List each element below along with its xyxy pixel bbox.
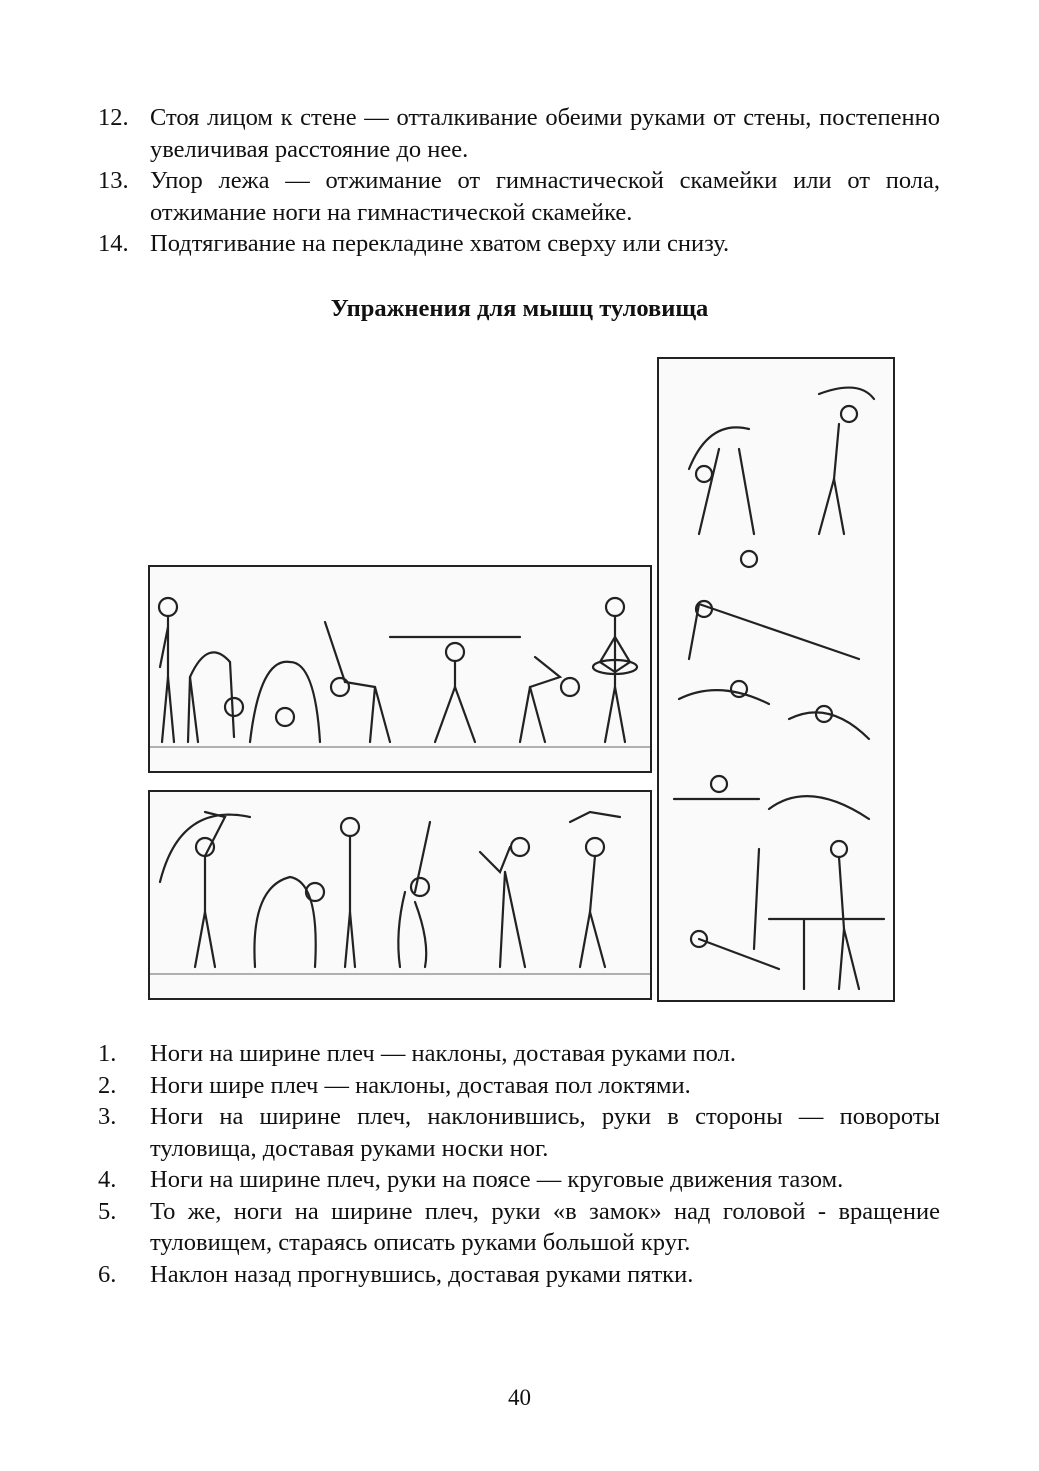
exercise-list-bottom: [98, 1038, 940, 1290]
page-number: 40: [508, 1385, 531, 1410]
illustration-panel-b: [148, 790, 652, 1000]
illustration-panel-a: [148, 565, 652, 773]
item-number: 5.: [98, 1197, 117, 1225]
item-number: 14.: [98, 230, 129, 257]
illustration-panel-c: [657, 357, 895, 1002]
item-number: 13.: [98, 167, 129, 194]
exercise-illustration-c: [659, 359, 893, 1000]
item-text: То же, ноги на ширине плеч, руки «в замок» над головой - вращение туловищем, стараясь описать руками большой круг.: [150, 1197, 940, 1256]
figure-head: [159, 598, 177, 616]
item-text: Упор лежа — отжимание от гимнастической скамейки или от пола, отжимание ноги на гимнастической скамейке.: [150, 167, 940, 226]
item-text: Наклон назад прогнувшись, доставая руками пятки.: [150, 1260, 694, 1288]
list-item: [98, 1164, 940, 1196]
item-text: Подтягивание на перекладине хватом сверху или снизу.: [150, 230, 730, 257]
list-item: [98, 165, 940, 228]
list-item: [98, 1196, 940, 1259]
exercise-illustration-b: [150, 792, 650, 998]
item-text: Ноги на ширине плеч, наклонившись, руки в стороны — повороты туловища, доставая руками носки ног.: [150, 1103, 940, 1162]
item-number: 1.: [98, 1040, 117, 1067]
item-number: 4.: [98, 1166, 117, 1193]
list-item: [98, 102, 940, 165]
item-text: Стоя лицом к стене — отталкивание обеими руками от стены, постепенно увеличивая расстояние до нее.: [150, 104, 940, 163]
item-number: 6.: [98, 1260, 117, 1288]
list-item: [98, 1101, 940, 1164]
exercise-illustration-a: [150, 567, 650, 771]
item-number: 12.: [98, 104, 129, 131]
item-text: Ноги на ширине плеч, руки на поясе — круговые движения тазом.: [150, 1166, 844, 1193]
list-item: [98, 1259, 940, 1291]
list-item: [98, 228, 940, 260]
item-text: Ноги на ширине плеч — наклоны, доставая руками пол.: [150, 1040, 736, 1067]
section-heading: Упражнения для мышц туловища: [330, 295, 709, 322]
exercise-list-top: [98, 102, 940, 260]
item-number: 2.: [98, 1071, 117, 1099]
list-item: [98, 1070, 940, 1102]
list-item: [98, 1038, 940, 1070]
item-text: Ноги шире плеч — наклоны, доставая пол локтями.: [150, 1071, 691, 1099]
item-number: 3.: [98, 1103, 117, 1130]
